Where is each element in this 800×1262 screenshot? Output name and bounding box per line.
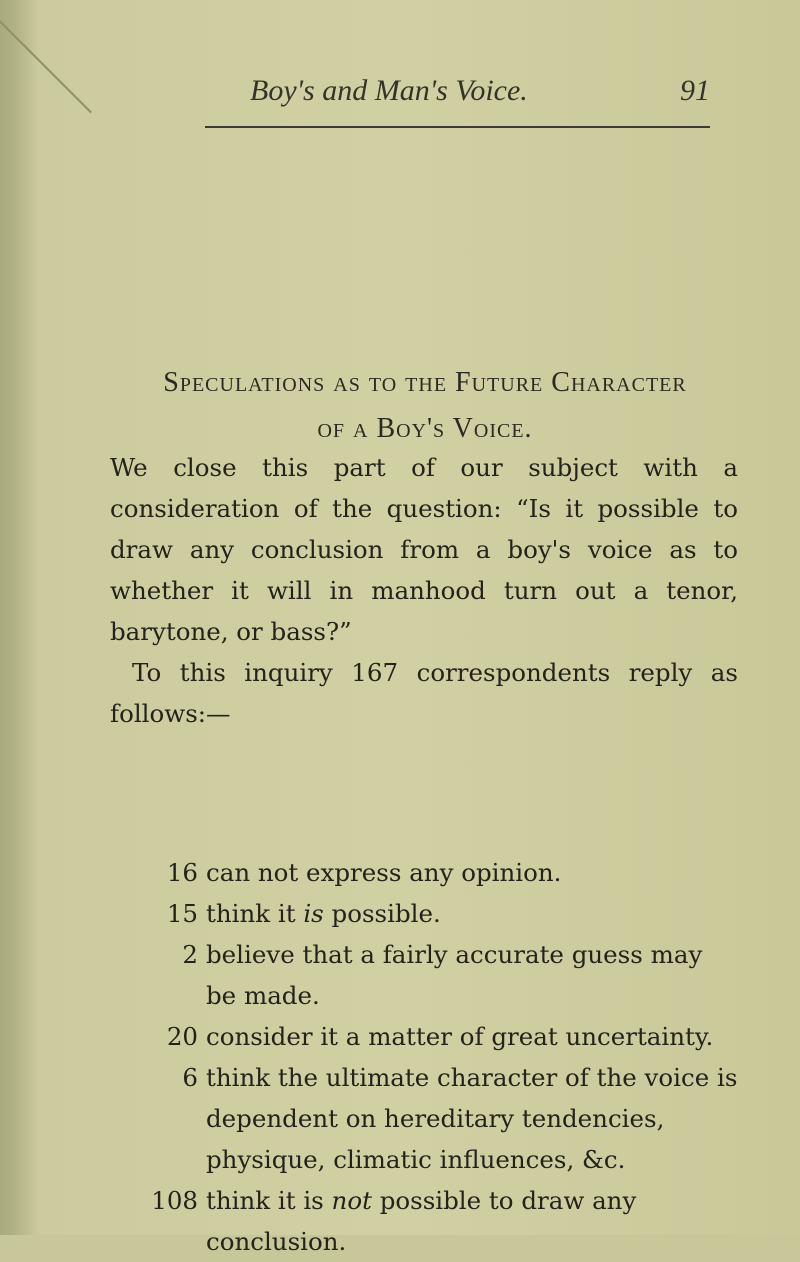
response-emphasis: is	[303, 899, 324, 928]
list-item	[110, 852, 740, 893]
response-emphasis: not	[331, 1186, 372, 1215]
response-text	[206, 1180, 740, 1262]
body-text	[110, 447, 738, 734]
list-item	[110, 1016, 740, 1057]
list-item	[110, 1180, 740, 1262]
response-text-part: think it	[206, 899, 304, 928]
header-rule	[205, 126, 710, 128]
page-header	[205, 74, 710, 114]
response-text-part: possible.	[323, 899, 441, 928]
response-count: 2	[182, 940, 198, 969]
paragraph-question: We close this part of our subject with a consideration of the question: “Is it possible to draw any conclusion from a boy's voice as to whether it will in manhood turn out a tenor, barytone, or bass?”	[110, 453, 738, 646]
section-heading-line-2: of a Boy's Voice.	[317, 413, 533, 444]
response-text: can not express any opinion.	[206, 858, 562, 887]
page-shadow-edge	[0, 0, 38, 1235]
response-text: believe that a fairly accurate guess may be made.	[206, 940, 703, 1010]
response-count: 108	[151, 1186, 198, 1215]
list-item	[110, 1057, 740, 1180]
response-text: think the ultimate character of the voice is dependent on hereditary tendencies, physique, climatic influences, &c.	[206, 1063, 738, 1174]
page-number: 91	[680, 74, 710, 107]
response-count: 15	[166, 899, 198, 928]
running-head: Boy's and Man's Voice.	[250, 74, 528, 107]
response-text: consider it a matter of great uncertainty.	[206, 1022, 714, 1051]
section-heading	[110, 360, 740, 452]
response-text-part: possible to draw any conclusion.	[206, 1186, 637, 1256]
response-count: 20	[166, 1022, 198, 1051]
list-item	[110, 934, 740, 1016]
response-text	[206, 893, 740, 934]
responses-list	[110, 852, 740, 1262]
response-count: 16	[166, 858, 198, 887]
response-count: 6	[182, 1063, 198, 1092]
response-text-part: think it is	[206, 1186, 332, 1215]
paragraph-intro: To this inquiry 167 correspondents reply as follows:—	[110, 658, 738, 728]
section-heading-line-1: Speculations as to the Future Character	[163, 367, 687, 398]
list-item	[110, 893, 740, 934]
